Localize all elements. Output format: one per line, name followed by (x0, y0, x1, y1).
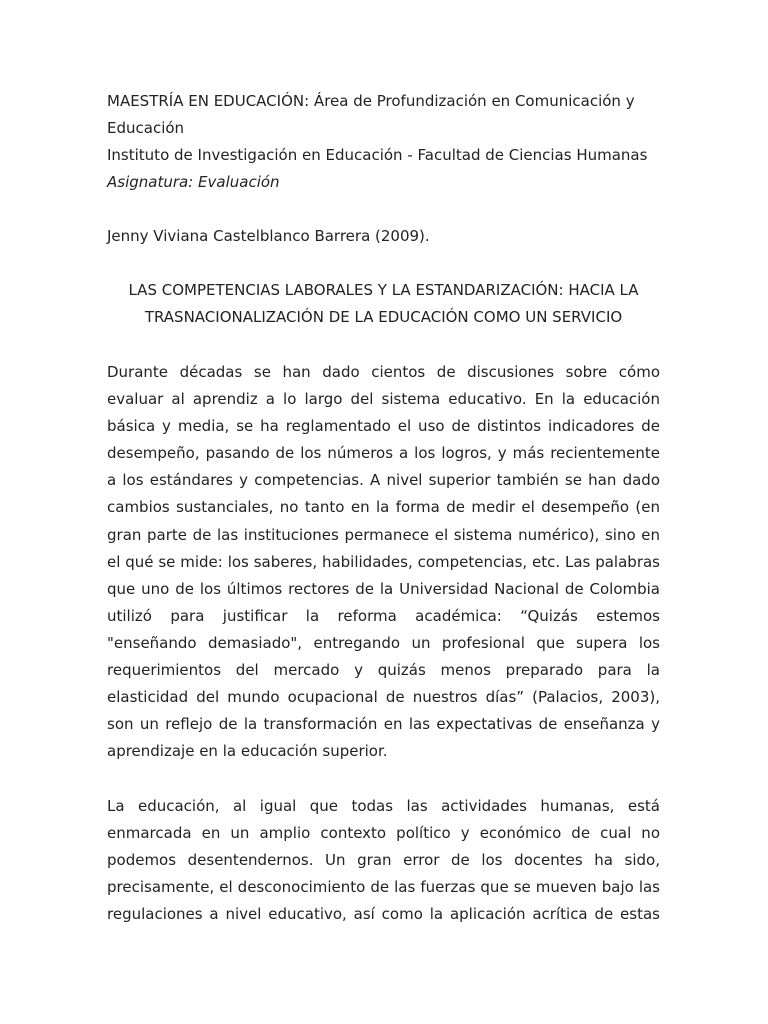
subject-line: Asignatura: Evaluación (107, 173, 280, 191)
paragraph-line: desempeño, pasando de los números a los logros, y más recientemente (107, 444, 660, 463)
paragraph-line: que uno de los últimos rectores de la Universidad Nacional de Colombia (107, 579, 660, 598)
paragraph-line: enmarcada en un amplio contexto político y económico de cual no (107, 824, 660, 843)
body-paragraph-2 (107, 793, 660, 928)
program-title-line-2: Educación (107, 119, 185, 137)
paragraph-line: aprendizaje en la educación superior. (107, 742, 388, 761)
paragraph-line: "enseñando demasiado", entregando un profesional que supera los (107, 633, 660, 652)
paragraph-line: podemos desentendernos. Un gran error de los docentes ha sido, (107, 851, 660, 870)
author-line: Jenny Viviana Castelblanco Barrera (2009). (107, 227, 430, 245)
document-title-line-1: LAS COMPETENCIAS LABORALES Y LA ESTANDARIZACIÓN: HACIA LA (128, 281, 639, 299)
paragraph-line: evaluar al aprendiz a lo largo del sistema educativo. En la educación (107, 390, 660, 409)
paragraph-line: básica y media, se ha reglamentado el uso de distintos indicadores de (107, 417, 660, 436)
paragraph-line: a los estándares y competencias. A nivel superior también se han dado (107, 471, 660, 490)
paragraph-line: Durante décadas se han dado cientos de discusiones sobre cómo (107, 363, 660, 381)
paragraph-line: utilizó para justificar la reforma académica: “Quizás estemos (107, 606, 660, 625)
paragraph-line: el qué se mide: los saberes, habilidades, competencias, etc. Las palabras (107, 552, 660, 571)
paragraph-line: cambios sustanciales, no tanto en la forma de medir el desempeño (en (107, 498, 660, 517)
program-title-line-1: MAESTRÍA EN EDUCACIÓN: Área de Profundización en Comunicación y (107, 92, 635, 110)
paragraph-line: requerimientos del mercado y quizás menos preparado para la (107, 661, 660, 680)
paragraph-line: elasticidad del mundo ocupacional de nuestros días” (Palacios, 2003), (107, 688, 660, 707)
paragraph-line: son un reflejo de la transformación en las expectativas de enseñanza y (107, 715, 660, 734)
paragraph-line: La educación, al igual que todas las actividades humanas, está (107, 797, 660, 815)
body-paragraph-1 (107, 359, 660, 765)
paragraph-line: precisamente, el desconocimiento de las fuerzas que se mueven bajo las (107, 878, 660, 897)
institute-line: Instituto de Investigación en Educación - Facultad de Ciencias Humanas (107, 146, 648, 164)
paragraph-line: gran parte de las instituciones permanece el sistema numérico), sino en (107, 525, 660, 544)
document-title-line-2: TRASNACIONALIZACIÓN DE LA EDUCACIÓN COMO UN SERVICIO (144, 308, 623, 326)
paragraph-line: regulaciones a nivel educativo, así como la aplicación acrítica de estas (107, 905, 660, 924)
